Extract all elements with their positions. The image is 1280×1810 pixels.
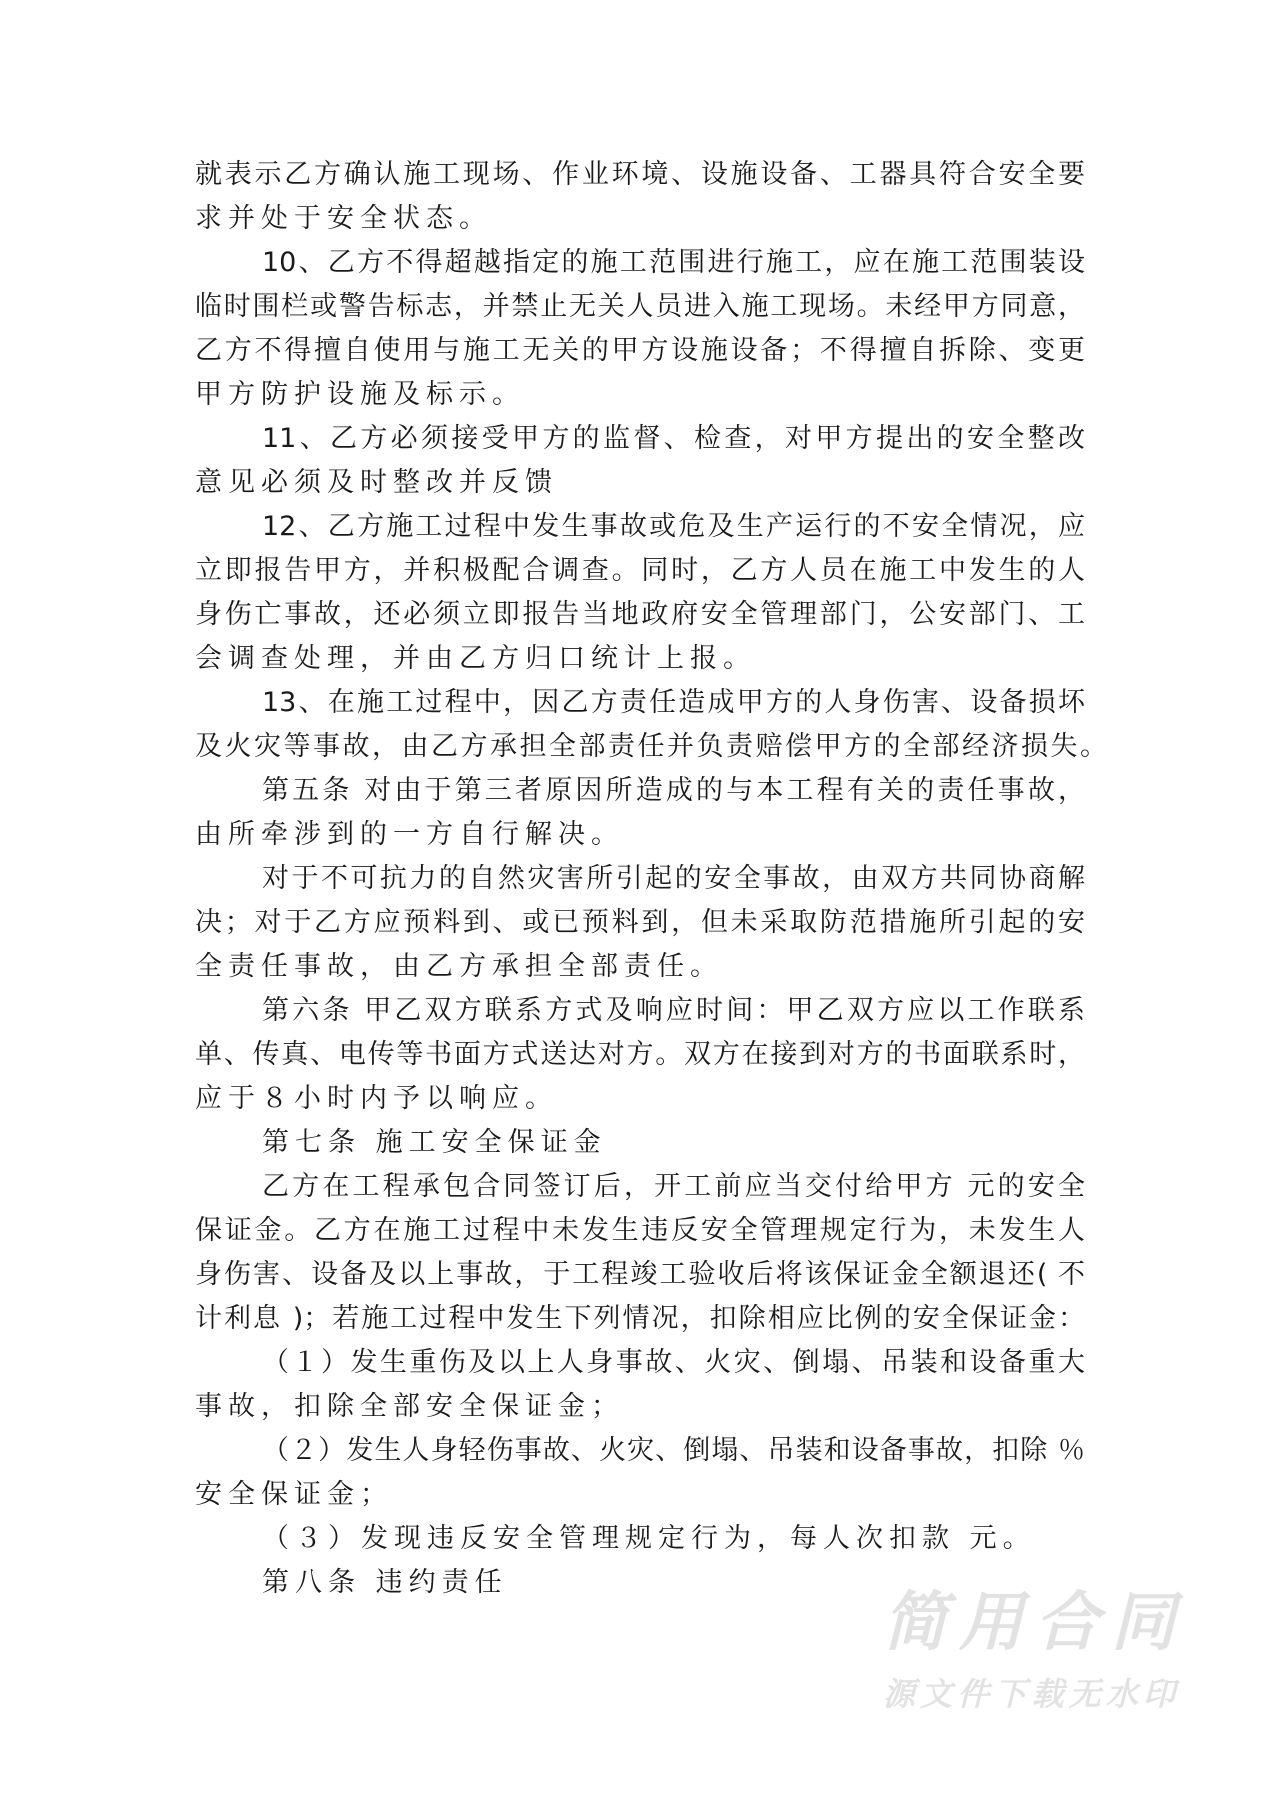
text-line: 第五条 对由于第三者原因所造成的与本工程有关的责任事故， (262, 775, 1085, 806)
watermark-subtitle: 源文件下载无水印 (883, 1675, 1175, 1713)
text-line: 第八条 违约责任 (262, 1567, 508, 1598)
text-line: 意见必须及时整改并反馈 (195, 467, 558, 498)
text-line: 11、乙方必须接受甲方的监督、检查，对甲方提出的安全整改 (262, 423, 1085, 454)
text-line: 对于不可抗力的自然灾害所引起的安全事故，由双方共同协商解 (262, 863, 1085, 894)
text-line: 求并处于安全状态。 (195, 203, 492, 234)
text-line: 立即报告甲方，并积极配合调查。同时，乙方人员在施工中发生的人 (195, 555, 1085, 586)
text-line: （３）发现违反安全管理规定行为，每人次扣款 元。 (262, 1523, 1036, 1554)
text-line: 第七条 施工安全保证金 (262, 1127, 607, 1158)
text-line: 第六条 甲乙双方联系方式及响应时间：甲乙双方应以工作联系 (262, 995, 1085, 1026)
text-line: 就表示乙方确认施工现场、作业环境、设施设备、工器具符合安全要 (195, 159, 1085, 190)
text-line: 单、传真、电传等书面方式送达对方。双方在接到对方的书面联系时， (195, 1039, 1085, 1070)
text-line: 10、乙方不得超越指定的施工范围进行施工，应在施工范围装设 (262, 247, 1085, 278)
text-line: 会调查处理，并由乙方归口统计上报。 (195, 643, 756, 674)
text-line: 计利息 )；若施工过程中发生下列情况，扣除相应比例的安全保证金： (195, 1303, 1085, 1334)
text-line: 乙方在工程承包合同签订后，开工前应当交付给甲方 元的安全 (262, 1171, 1085, 1202)
text-line: 由所牵涉到的一方自行解决。 (195, 819, 624, 850)
text-line: 安全保证金； (195, 1479, 393, 1510)
text-line: 应于８小时内予以响应。 (195, 1083, 558, 1114)
text-line: 临时围栏或警告标志，并禁止无关人员进入施工现场。未经甲方同意， (195, 291, 1085, 322)
text-line: 决；对于乙方应预料到、或已预料到，但未采取防范措施所引起的安 (195, 907, 1085, 938)
text-line: 13、在施工过程中，因乙方责任造成甲方的人身伤害、设备损坏 (262, 687, 1085, 718)
text-line: 身伤亡事故，还必须立即报告当地政府安全管理部门，公安部门、工 (195, 599, 1085, 630)
text-line: （２）发生人身轻伤事故、火灾、倒塌、吊装和设备事故，扣除 ％ (262, 1435, 1085, 1466)
watermark-title: 简用合同 (883, 1586, 1175, 1660)
text-line: （１）发生重伤及以上人身事故、火灾、倒塌、吊装和设备重大 (262, 1347, 1085, 1378)
text-line: 乙方不得擅自使用与施工无关的甲方设施设备；不得擅自拆除、变更 (195, 335, 1085, 366)
text-line: 保证金。乙方在施工过程中未发生违反安全管理规定行为，未发生人 (195, 1215, 1085, 1246)
text-line: 及火灾等事故，由乙方承担全部责任并负责赔偿甲方的全部经济损失。 (195, 731, 1107, 762)
text-line: 甲方防护设施及标示。 (195, 379, 525, 410)
text-line: 12、乙方施工过程中发生事故或危及生产运行的不安全情况，应 (262, 511, 1085, 542)
text-line: 身伤害、设备及以上事故，于工程竣工验收后将该保证金全额退还( 不 (195, 1259, 1085, 1290)
text-line: 事故，扣除全部安全保证金； (195, 1391, 624, 1422)
text-line: 全责任事故，由乙方承担全部责任。 (195, 951, 723, 982)
